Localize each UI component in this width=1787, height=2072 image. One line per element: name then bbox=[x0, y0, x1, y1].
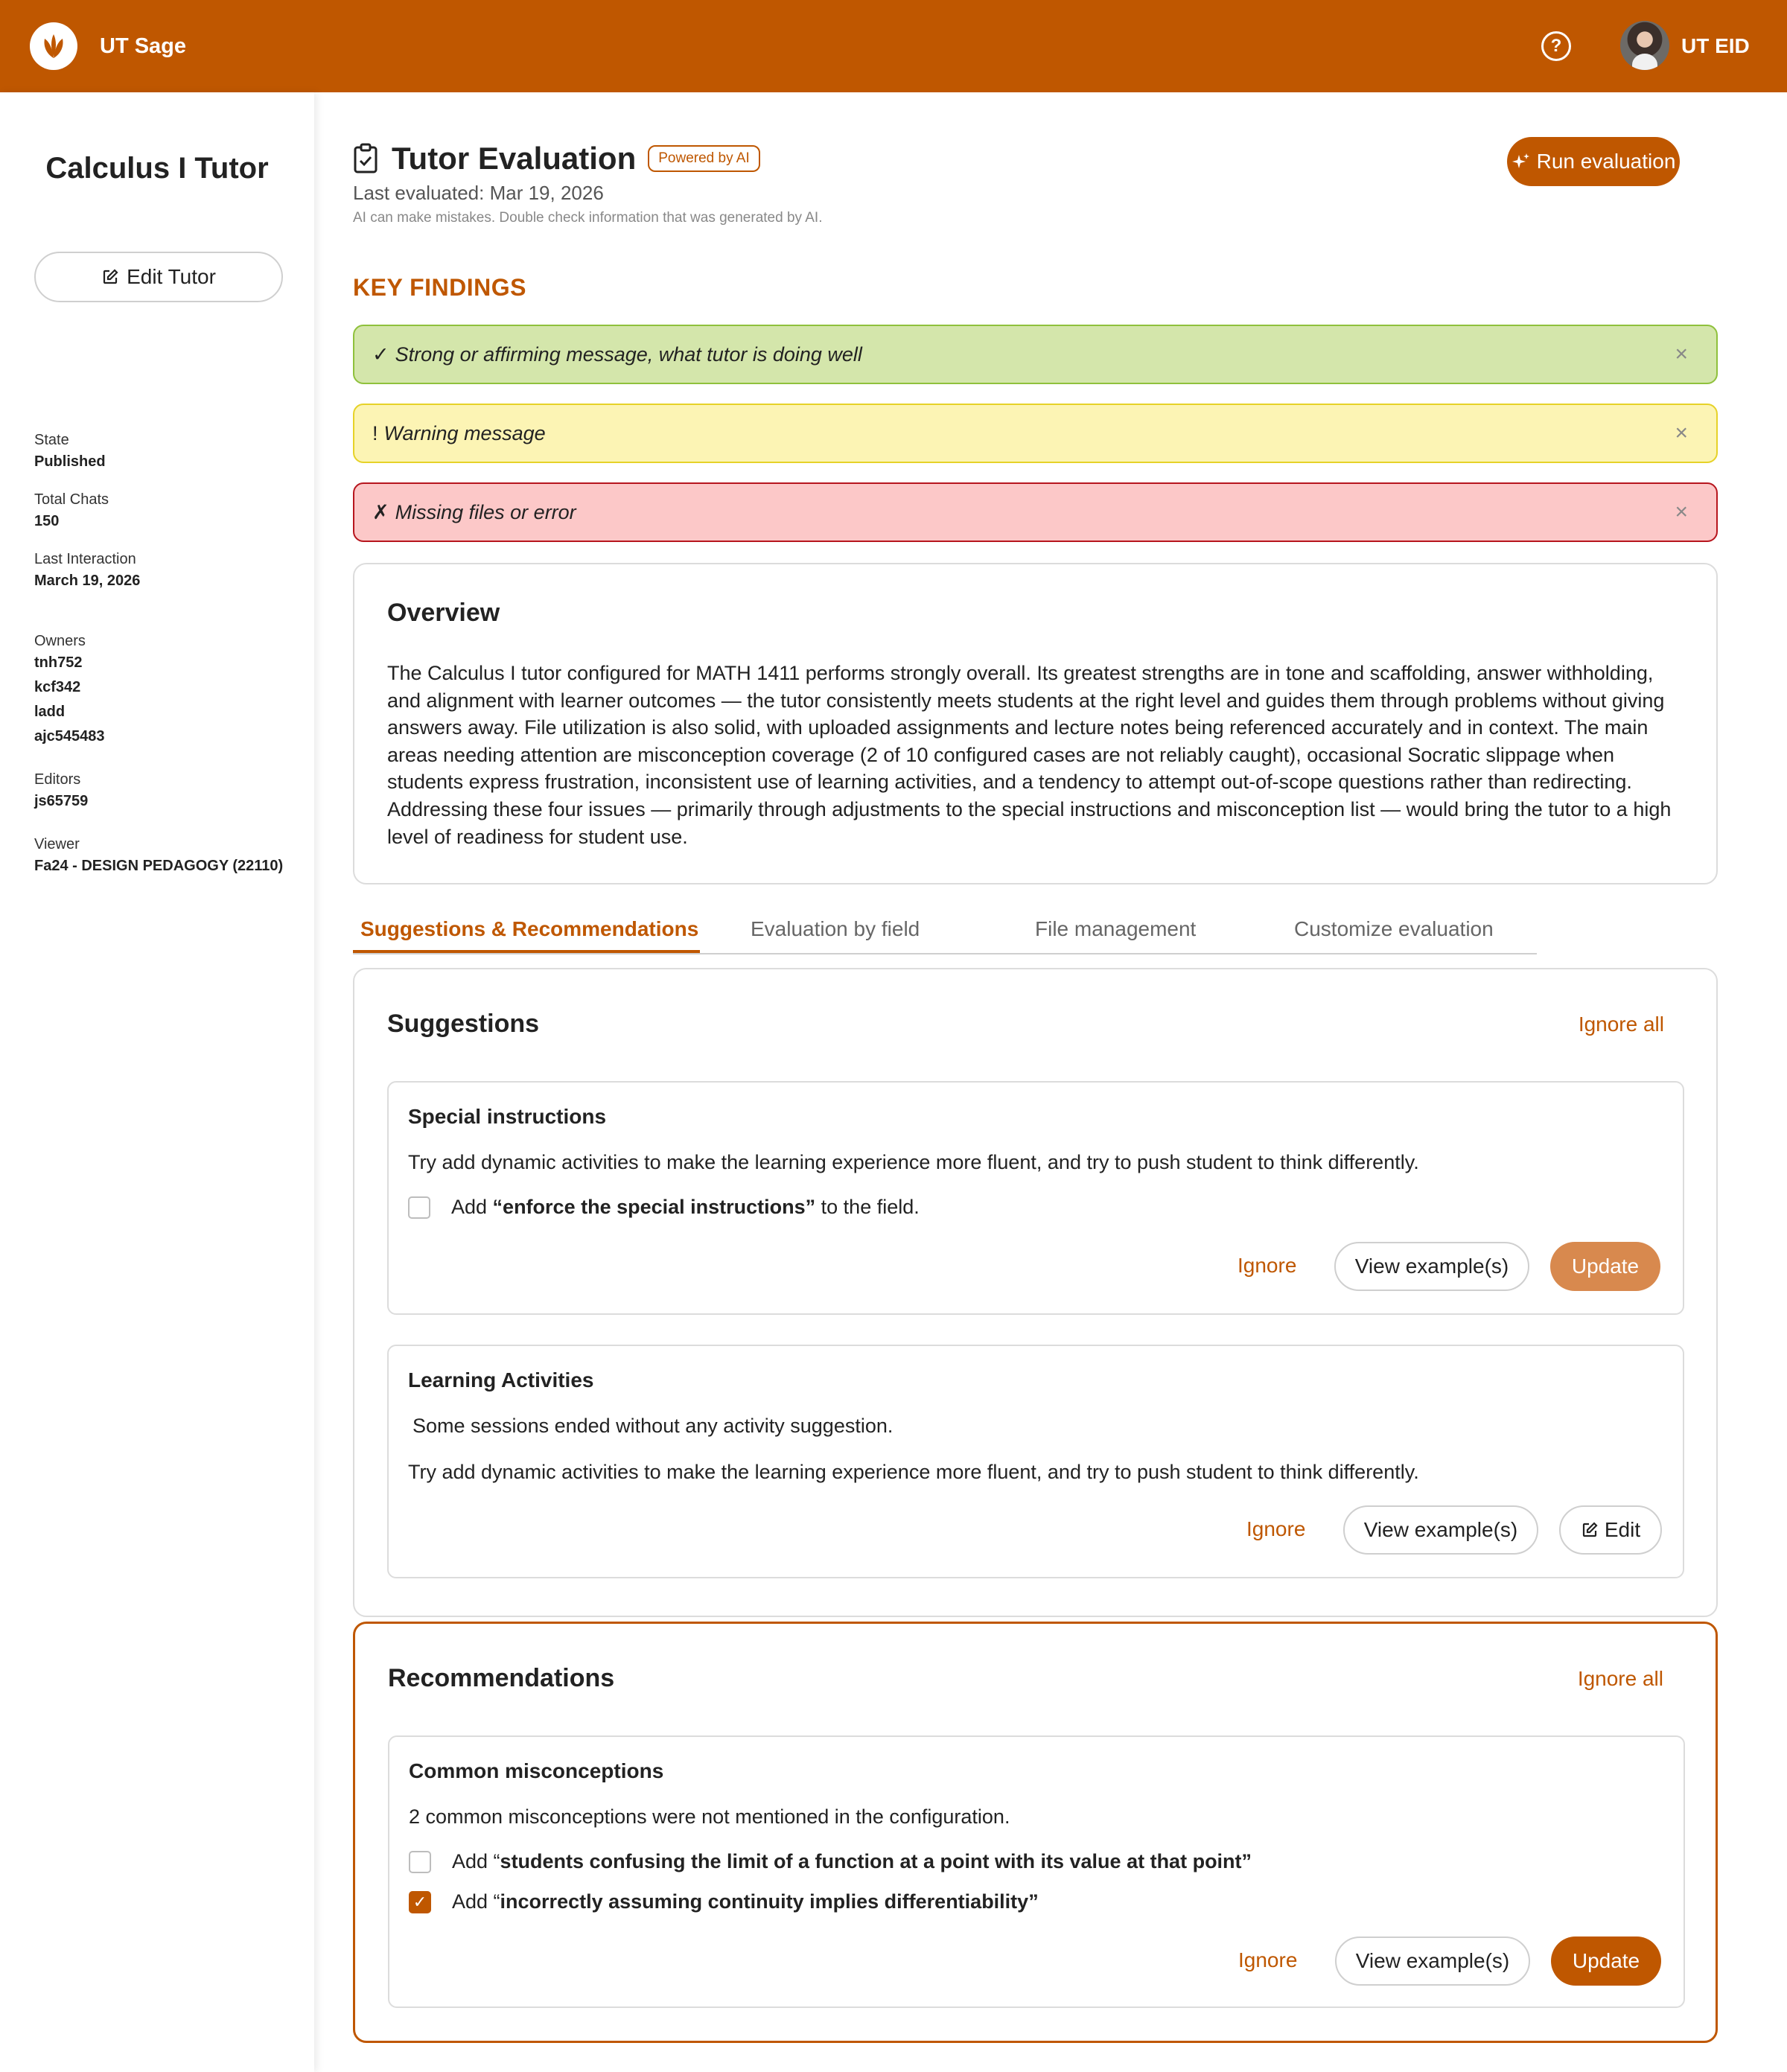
suggestions-ignore-all-link[interactable]: Ignore all bbox=[1578, 1013, 1664, 1036]
common-misconceptions-card bbox=[388, 1735, 1685, 2008]
checkbox[interactable] bbox=[408, 1196, 430, 1219]
owners-label: Owners bbox=[34, 633, 86, 649]
update-label: Update bbox=[1572, 1949, 1640, 1972]
check-suffix: to the field. bbox=[815, 1196, 920, 1218]
close-icon[interactable]: × bbox=[1675, 500, 1688, 524]
view-examples-button[interactable] bbox=[1335, 1936, 1530, 1986]
viewer-value: Fa24 - DESIGN PEDAGOGY (22110) bbox=[34, 858, 284, 874]
tutor-sidebar bbox=[0, 92, 314, 2072]
view-examples-label: View example(s) bbox=[1363, 1518, 1518, 1541]
ignore-button[interactable]: Ignore bbox=[1246, 1517, 1306, 1540]
overview-title: Overview bbox=[387, 599, 500, 627]
page-title: Tutor Evaluation bbox=[392, 141, 637, 176]
finding-warning bbox=[353, 404, 1718, 463]
close-icon[interactable]: × bbox=[1675, 342, 1688, 366]
total-chats-value: 150 bbox=[34, 513, 60, 529]
update-button[interactable] bbox=[1551, 1936, 1661, 1986]
overview-text: The Calculus I tutor configured for MATH 1411 performs strongly overall. Its greatest strengths are in tone and scaffolding, answer withholding, and alignment with learner outcomes — the tutor consistently meets students at the right level and guides them through problems without giving answers away. File utilization is also solid, with uploaded assignments and lecture notes being referenced accurately and in context. The main areas needing attention are misconception coverage (2 of 10 configured cases are not reliably caught), occasional Socratic slippage when students express frustration, inconsistent use of learning activities, and a tendency to attempt out-of-scope questions rather than redirecting. Addressing these four issues — primarily through adjustments to the special instructions and misconception list — would bring the tutor to a high level of readiness for student use. bbox=[387, 662, 1672, 848]
powered-by-ai-badge: Powered by AI bbox=[648, 145, 760, 172]
owner-item: ajc545483 bbox=[34, 728, 105, 745]
evaluation-tabs bbox=[353, 910, 1537, 954]
finding-text: Strong or affirming message, what tutor is doing well bbox=[395, 342, 862, 366]
checkbox[interactable] bbox=[409, 1851, 431, 1873]
help-icon[interactable]: ? bbox=[1541, 31, 1571, 61]
key-findings-heading: KEY FINDINGS bbox=[353, 274, 526, 301]
special-instructions-check-row[interactable] bbox=[408, 1196, 920, 1219]
check-bold-text: students confusing the limit of a function at a point with its value at that point” bbox=[500, 1850, 1252, 1872]
edit-icon bbox=[1581, 1521, 1599, 1539]
last-interaction-section bbox=[34, 549, 140, 593]
finding-error bbox=[353, 482, 1718, 542]
suggestions-title: Suggestions bbox=[387, 1010, 540, 1038]
check-prefix: Add “ bbox=[452, 1890, 500, 1913]
learning-activities-title: Learning Activities bbox=[408, 1368, 594, 1392]
misconception-check-row[interactable] bbox=[409, 1890, 1039, 1913]
editor-item: js65759 bbox=[34, 793, 89, 809]
editors-label: Editors bbox=[34, 771, 81, 788]
error-icon: ✗ bbox=[372, 500, 389, 523]
top-navigation-bar bbox=[0, 0, 1787, 92]
tab-file-management[interactable]: File management bbox=[1035, 917, 1197, 940]
tab-customize-evaluation[interactable]: Customize evaluation bbox=[1294, 917, 1494, 940]
update-label: Update bbox=[1571, 1255, 1640, 1278]
edit-tutor-button[interactable] bbox=[34, 252, 283, 302]
last-interaction-label: Last Interaction bbox=[34, 551, 136, 567]
page-title-row bbox=[353, 140, 760, 177]
last-interaction-value: March 19, 2026 bbox=[34, 573, 141, 589]
common-misconceptions-title: Common misconceptions bbox=[409, 1759, 664, 1782]
check-prefix: Add bbox=[451, 1196, 493, 1218]
learning-activities-text: Try add dynamic activities to make the learning experience more fluent, and try to push student to think differently. bbox=[408, 1461, 1419, 1483]
clipboard-check-icon bbox=[353, 143, 378, 174]
editors-section bbox=[34, 770, 88, 814]
check-bold-text: “enforce the special instructions” bbox=[492, 1196, 816, 1218]
common-misconceptions-text: 2 common misconceptions were not mentioned in the configuration. bbox=[409, 1805, 1010, 1828]
update-button[interactable] bbox=[1550, 1242, 1660, 1291]
edit-button[interactable] bbox=[1559, 1505, 1662, 1555]
run-evaluation-label: Run evaluation bbox=[1536, 150, 1676, 173]
edit-tutor-label: Edit Tutor bbox=[127, 265, 216, 288]
misconception-check-row[interactable] bbox=[409, 1850, 1252, 1873]
learning-activities-text: Some sessions ended without any activity suggestion. bbox=[412, 1415, 894, 1437]
suggestions-card bbox=[353, 968, 1718, 1617]
owners-section bbox=[34, 631, 105, 749]
state-label: State bbox=[34, 432, 69, 448]
viewer-label: Viewer bbox=[34, 836, 80, 852]
finding-success bbox=[353, 325, 1718, 384]
tab-suggestions-recommendations[interactable]: Suggestions & Recommendations bbox=[360, 917, 699, 940]
view-examples-button[interactable] bbox=[1334, 1242, 1529, 1291]
check-icon: ✓ bbox=[372, 342, 389, 366]
total-chats-label: Total Chats bbox=[34, 491, 109, 508]
recommendations-card bbox=[353, 1622, 1718, 2043]
user-eid-label[interactable]: UT EID bbox=[1681, 34, 1750, 57]
total-chats-section bbox=[34, 490, 109, 534]
run-evaluation-button[interactable] bbox=[1507, 137, 1680, 186]
view-examples-button[interactable] bbox=[1343, 1505, 1538, 1555]
ai-disclaimer: AI can make mistakes. Double check information that was generated by AI. bbox=[353, 210, 823, 226]
recommendations-title: Recommendations bbox=[388, 1664, 615, 1692]
check-prefix: Add “ bbox=[452, 1850, 500, 1872]
finding-text: Missing files or error bbox=[395, 500, 576, 523]
active-tab-indicator bbox=[353, 950, 700, 953]
warning-icon: ! bbox=[372, 421, 378, 444]
ignore-button[interactable]: Ignore bbox=[1237, 1254, 1297, 1277]
owner-item: ladd bbox=[34, 704, 66, 720]
state-value: Published bbox=[34, 453, 106, 470]
last-evaluated-text: Last evaluated: Mar 19, 2026 bbox=[353, 182, 604, 204]
special-instructions-title: Special instructions bbox=[408, 1105, 607, 1128]
owner-item: tnh752 bbox=[34, 654, 83, 671]
view-examples-label: View example(s) bbox=[1355, 1949, 1510, 1972]
check-bold-text: incorrectly assuming continuity implies differentiability” bbox=[500, 1890, 1039, 1913]
finding-text: Warning message bbox=[383, 421, 546, 444]
tutor-name: Calculus I Tutor bbox=[45, 152, 269, 185]
state-section bbox=[34, 430, 106, 474]
special-instructions-text: Try add dynamic activities to make the learning experience more fluent, and try to push student to think differently. bbox=[408, 1151, 1419, 1173]
user-avatar[interactable] bbox=[1620, 21, 1669, 70]
close-icon[interactable]: × bbox=[1675, 421, 1688, 445]
special-instructions-card bbox=[387, 1081, 1684, 1315]
view-examples-label: View example(s) bbox=[1354, 1255, 1509, 1278]
ut-sage-logo-icon[interactable] bbox=[30, 22, 77, 70]
viewer-section bbox=[34, 835, 283, 879]
ignore-button[interactable]: Ignore bbox=[1238, 1948, 1298, 1971]
overview-card bbox=[353, 563, 1718, 884]
tab-evaluation-by-field[interactable]: Evaluation by field bbox=[751, 917, 920, 940]
sparkle-icon bbox=[1512, 152, 1531, 171]
checkbox-checked[interactable]: ✓ bbox=[409, 1891, 431, 1913]
learning-activities-card bbox=[387, 1345, 1684, 1578]
recommendations-ignore-all-link[interactable]: Ignore all bbox=[1577, 1667, 1663, 1690]
owner-item: kcf342 bbox=[34, 679, 81, 695]
edit-icon bbox=[101, 268, 119, 286]
edit-label: Edit bbox=[1604, 1518, 1641, 1541]
app-name: UT Sage bbox=[100, 34, 187, 58]
